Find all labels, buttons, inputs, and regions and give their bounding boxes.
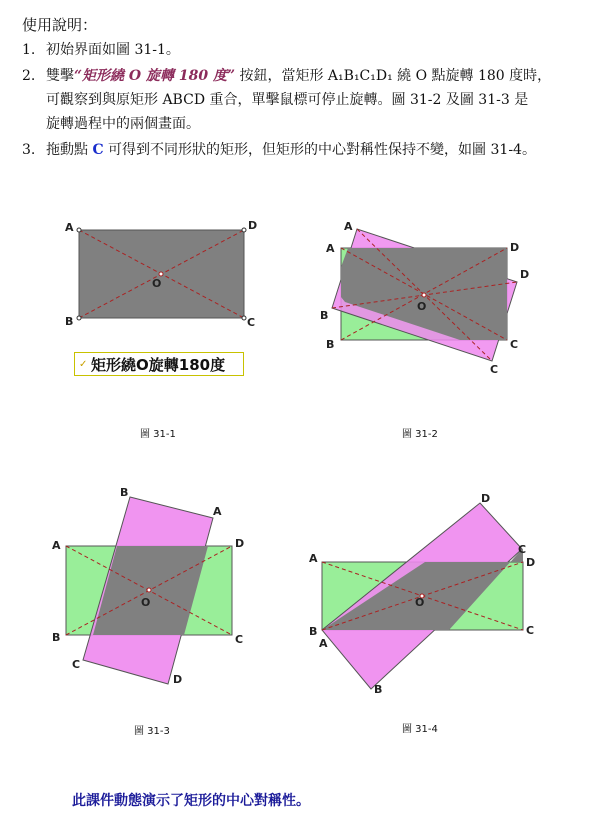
rotate-button-label: 矩形繞O旋轉180度: [91, 356, 226, 374]
label-a: A: [52, 539, 61, 552]
label-b: B: [65, 315, 74, 328]
label-c: C: [526, 624, 535, 637]
figure-31-1: [55, 215, 275, 330]
label-a1: A: [213, 505, 222, 518]
point-c-highlight: C: [92, 142, 104, 158]
label-d: D: [510, 241, 520, 254]
item-number: 1.: [22, 42, 36, 58]
label-b: B: [326, 338, 335, 351]
instruction-item-3: [22, 138, 536, 162]
label-b1: B: [120, 486, 129, 499]
label-b1: B: [320, 309, 329, 322]
figure-31-3: [50, 485, 260, 690]
label-o: O: [415, 596, 425, 609]
label-o: O: [141, 596, 151, 609]
point-d[interactable]: [242, 228, 246, 232]
point-b[interactable]: [77, 316, 81, 320]
label-d: D: [248, 219, 258, 232]
label-b1: B: [374, 683, 383, 695]
caption-31-4: 圖 31-4: [402, 724, 438, 735]
button-marker-icon: ✓: [79, 359, 88, 370]
label-o: O: [417, 300, 427, 313]
label-d: D: [235, 537, 245, 550]
label-o: O: [152, 277, 162, 290]
label-d1: D: [173, 673, 183, 686]
item-number: 3.: [22, 142, 36, 158]
summary-text: 此課件動態演示了矩形的中心對稱性。: [72, 793, 310, 809]
label-a: A: [326, 242, 335, 255]
label-c1: C: [72, 658, 81, 671]
label-a1: A: [319, 637, 328, 650]
label-b: B: [52, 631, 61, 644]
caption-31-3: 圖 31-3: [134, 726, 170, 737]
label-d1: D: [481, 492, 491, 505]
instructions-heading: 使用說明：: [22, 16, 98, 34]
item-text-pre: 拖動點: [46, 142, 93, 158]
label-c: C: [510, 338, 519, 351]
label-d1: D: [520, 268, 530, 281]
label-d: D: [526, 556, 536, 569]
instruction-item-1: [22, 38, 180, 62]
figure-31-2: [320, 215, 540, 380]
item-text-post: 可得到不同形狀的矩形，但矩形的中心對稱性保持不變，如圖 31-4。: [103, 142, 536, 158]
label-c1: C: [518, 543, 527, 556]
label-b: B: [309, 625, 318, 638]
instruction-item-2: [22, 64, 552, 132]
label-c: C: [235, 633, 244, 646]
figure-31-4: [305, 490, 545, 695]
label-c: C: [247, 316, 256, 329]
point-a[interactable]: [77, 228, 81, 232]
item-text-line3: 旋轉過程中的兩個畫面。: [46, 116, 200, 132]
item-text: 初始界面如圖 31-1。: [46, 42, 180, 58]
item-text-line2: 可觀察到與原矩形 ABCD 重合，單擊鼠標可停止旋轉。圖 31-2 及圖 31-3 是: [46, 92, 529, 108]
item-text-pre: 雙擊: [46, 68, 74, 84]
point-o: [422, 293, 426, 297]
item-number: 2.: [22, 68, 36, 84]
caption-31-1: 圖 31-1: [140, 429, 176, 440]
label-a1: A: [344, 220, 353, 233]
label-a: A: [65, 221, 74, 234]
rotate-180-button[interactable]: [74, 352, 244, 376]
label-c1: C: [490, 363, 499, 376]
label-a: A: [309, 552, 318, 565]
button-name-highlight: “矩形繞 O 旋轉 180 度”: [74, 68, 236, 84]
point-o: [147, 588, 151, 592]
item-text-post: 按鈕，當矩形 A₁B₁C₁D₁ 繞 O 點旋轉 180 度時，: [235, 68, 552, 84]
caption-31-2: 圖 31-2: [402, 429, 438, 440]
point-c[interactable]: [242, 316, 246, 320]
point-o: [159, 272, 163, 276]
